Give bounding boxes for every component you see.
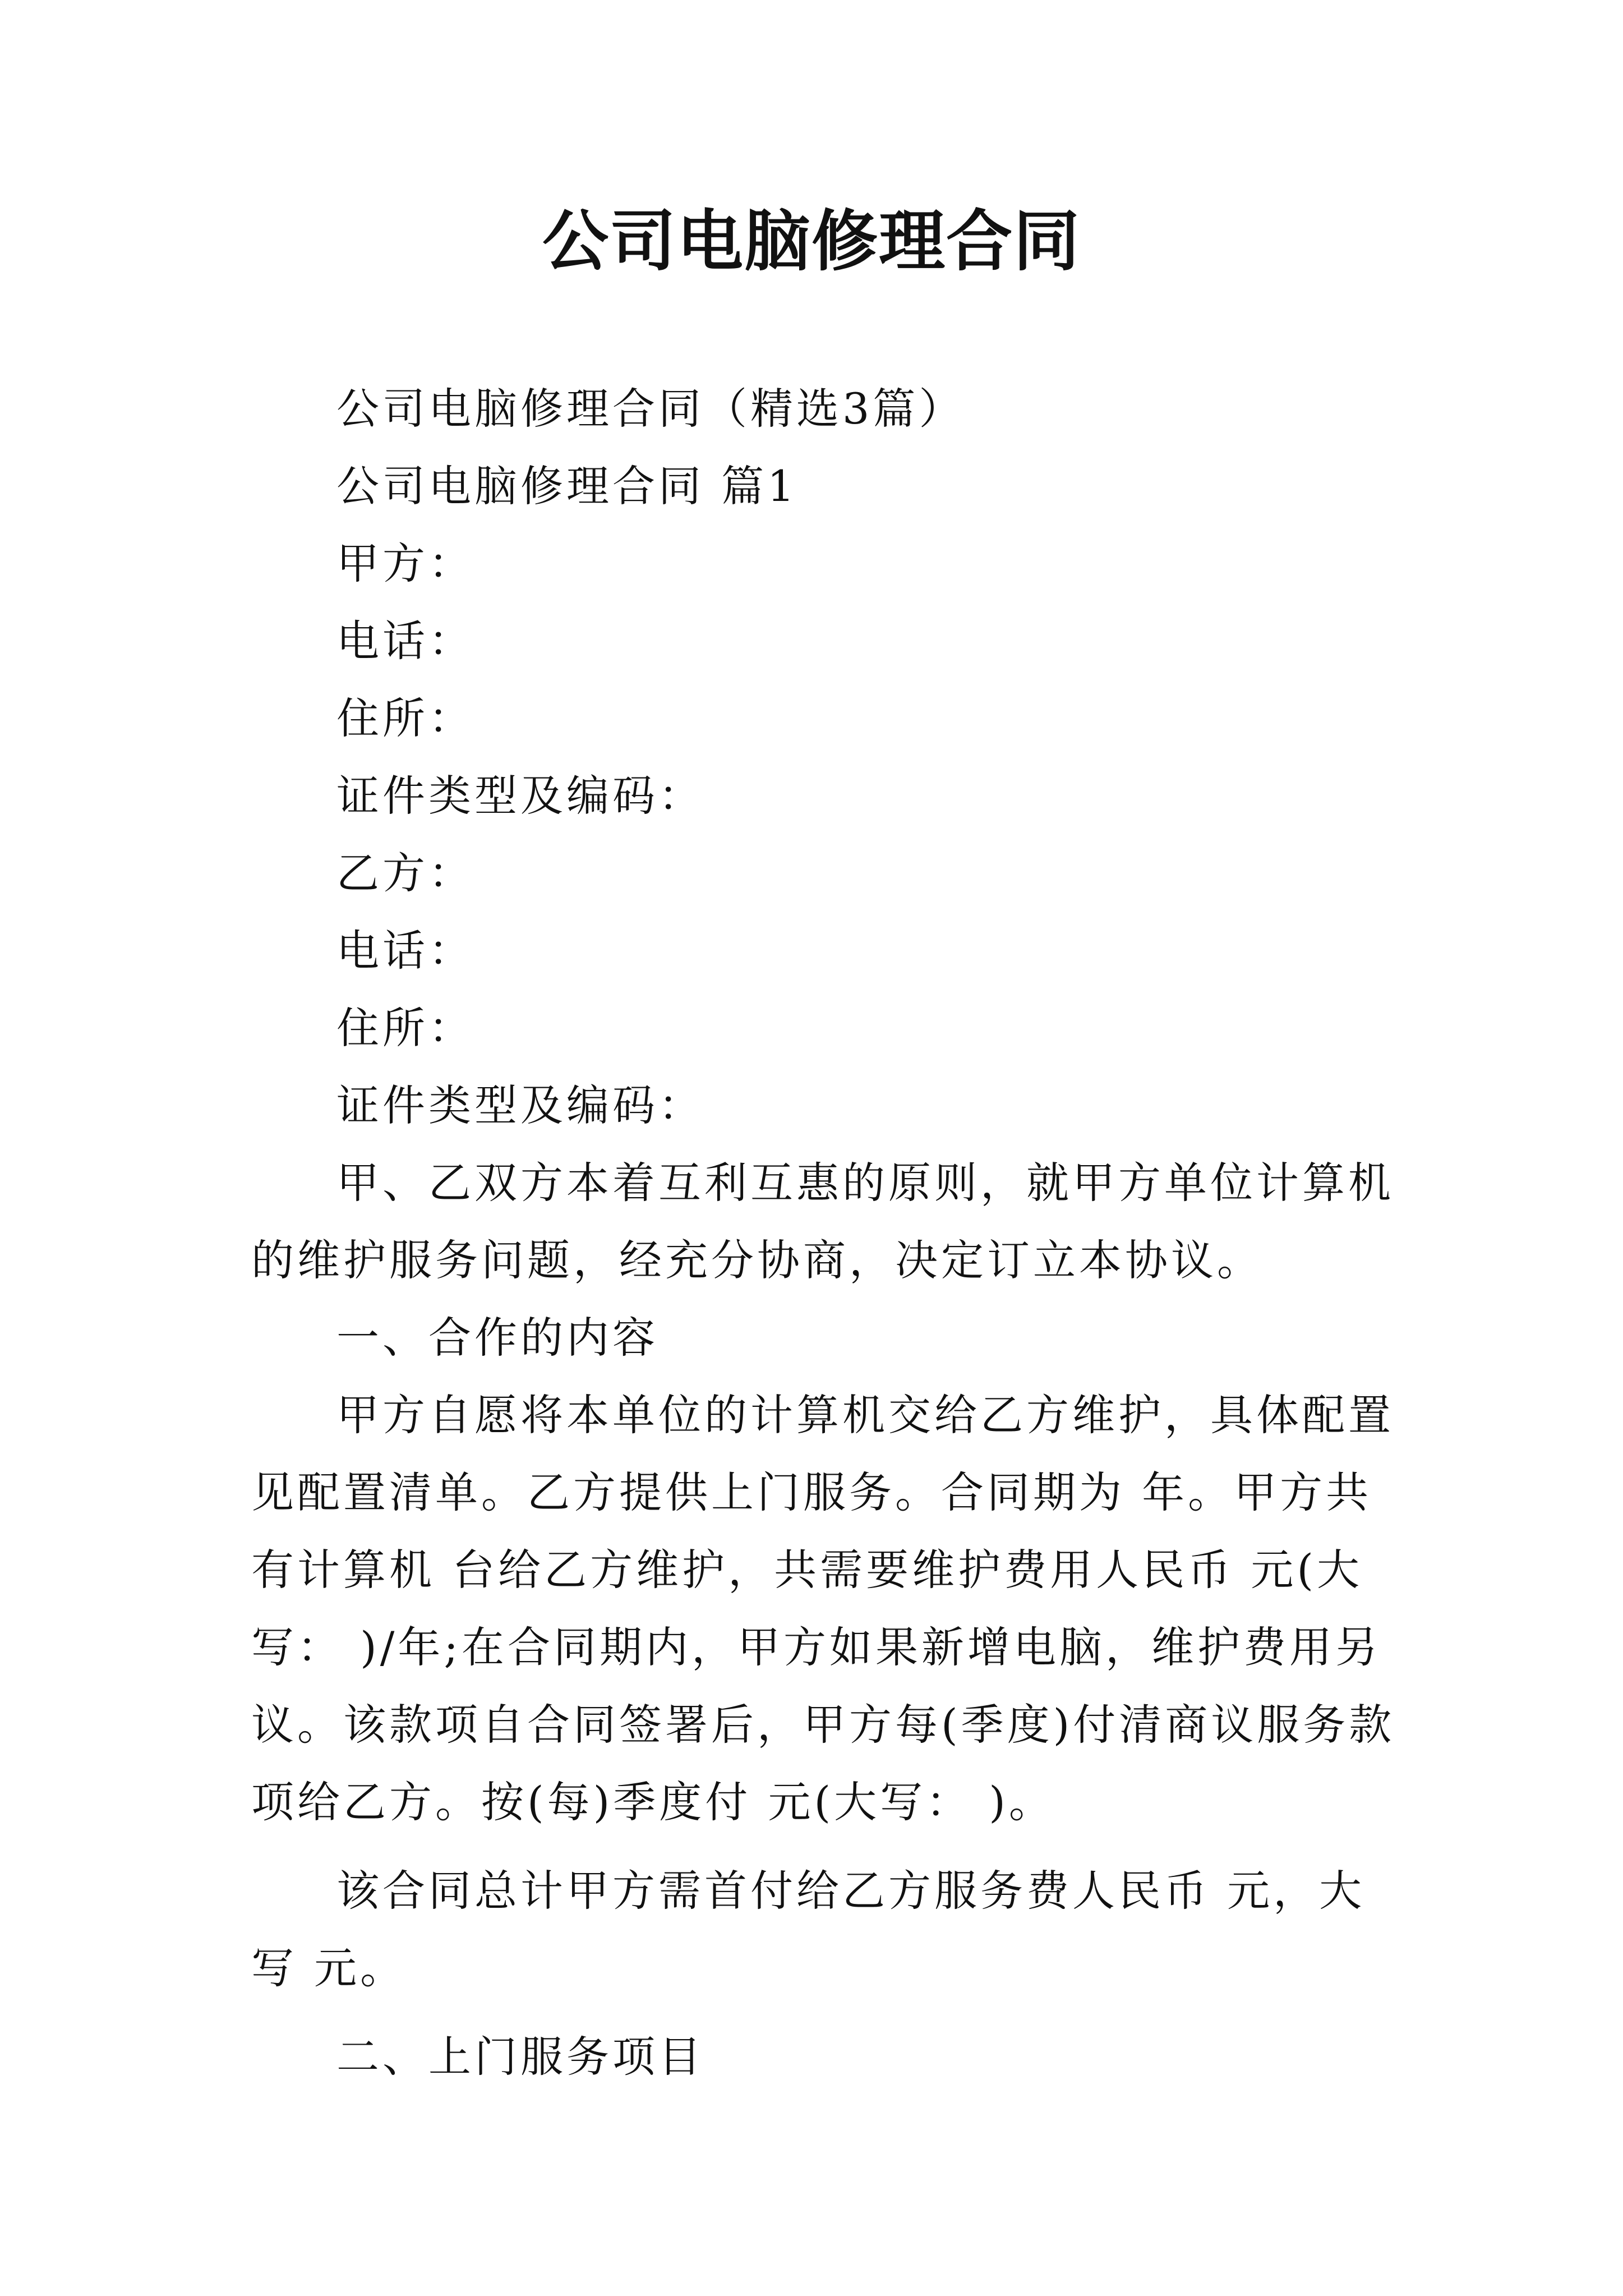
paragraph: 甲方：: [336, 539, 474, 588]
section-heading: 二、上门服务项目: [336, 2032, 704, 2082]
paragraph: 电话：: [336, 926, 474, 976]
paragraph: 证件类型及编码：: [336, 771, 704, 821]
paragraph: 甲方自愿将本单位的计算机交给乙方维护，具体配置见配置清单。乙方提供上门服务。合同期为 年。甲方共有计算机 台给乙方维护，共需要维护费用人民币 元(大写： )/年;在合同期内，甲方如果新增电脑，维护费用另议。该款项自合同签署后，甲方每(季度)付清商议服务款项给乙方。按(每)季度付 元(大写： )。: [251, 1390, 1395, 1827]
document-body: [251, 370, 1395, 2096]
paragraph: 甲、乙双方本着互利互惠的原则，就甲方单位计算机的维护服务问题，经充分协商，决定订立本协议。: [251, 1158, 1394, 1285]
paragraph: 住所：: [336, 1003, 474, 1053]
document-title: 公司电脑修理合同: [542, 202, 1081, 280]
paragraph: 住所：: [336, 693, 474, 743]
paragraph: 证件类型及编码：: [336, 1080, 704, 1130]
paragraph: 公司电脑修理合同 篇1: [336, 461, 798, 511]
paragraph: 电话：: [336, 616, 474, 666]
paragraph: 公司电脑修理合同（精选3篇）: [336, 384, 965, 434]
paragraph: 乙方：: [336, 848, 474, 898]
section-heading: 一、合作的内容: [336, 1313, 658, 1363]
paragraph: 该合同总计甲方需首付给乙方服务费人民币 元，大写 元。: [251, 1866, 1366, 1993]
